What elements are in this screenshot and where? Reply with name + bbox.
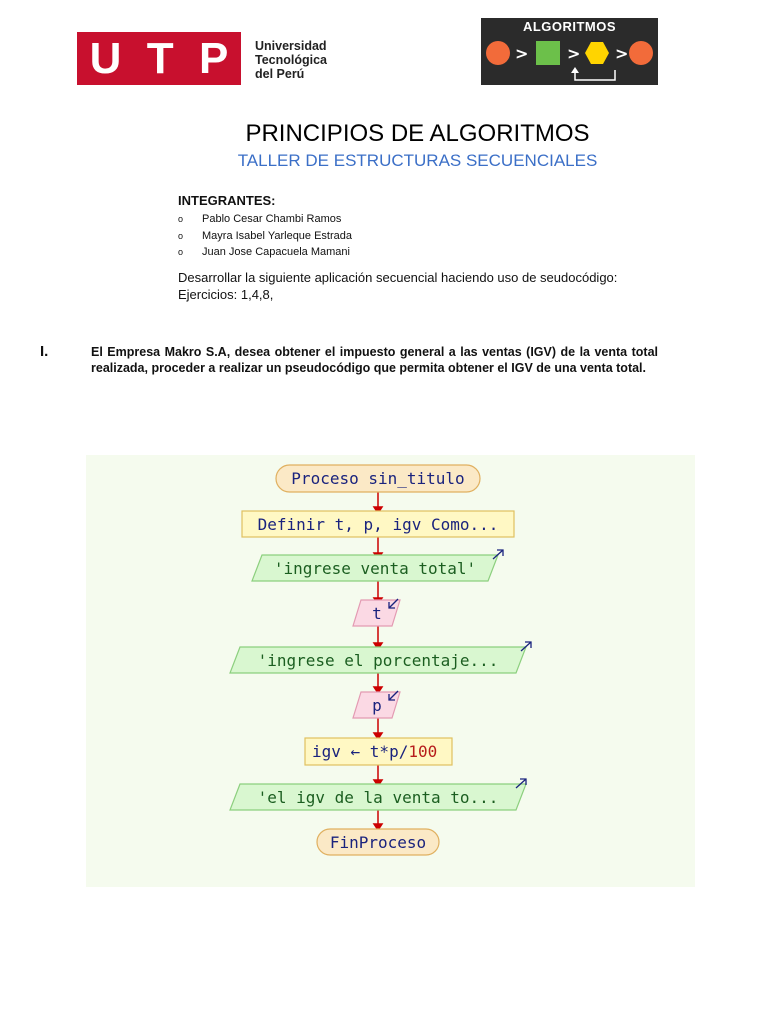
assignment-label xyxy=(312,742,437,761)
output-3-label: 'el igv de la venta to... xyxy=(257,788,499,807)
svg-text:>: > xyxy=(515,44,529,63)
problem-number: I. xyxy=(40,343,49,360)
member-item xyxy=(178,228,352,245)
bullet-icon: o xyxy=(178,214,184,224)
define-label: Definir t, p, igv Como... xyxy=(257,515,499,534)
bullet-icon: o xyxy=(178,247,184,257)
university-line-3: del Perú xyxy=(255,67,305,81)
member-name: Juan Jose Capacuela Mamani xyxy=(202,246,350,258)
university-name xyxy=(255,39,327,81)
description-line-2: Ejercicios: 1,4,8, xyxy=(178,287,274,302)
svg-text:>: > xyxy=(567,44,581,63)
flowchart-area xyxy=(86,455,695,887)
member-name: Mayra Isabel Yarleque Estrada xyxy=(202,229,353,242)
svg-text:>: > xyxy=(615,44,629,63)
input-1-label: t xyxy=(372,604,382,623)
algorithms-banner-title: ALGORITMOS xyxy=(522,19,617,34)
flowchart xyxy=(86,455,695,887)
input-2-label: p xyxy=(372,696,382,715)
utp-letter-p: P xyxy=(198,33,229,83)
start-label: Proceso sin_titulo xyxy=(291,469,465,488)
end-label: FinProceso xyxy=(329,833,427,852)
member-item xyxy=(178,211,352,228)
utp-letter-u: U xyxy=(89,33,122,83)
members-heading: INTEGRANTES: xyxy=(178,193,276,208)
output-1-label: 'ingrese venta total' xyxy=(273,559,477,578)
problem-statement: El Empresa Makro S.A, desea obtener el impuesto general a las ventas (IGV) de la venta total realizada, proceder a realizar un pseudocódigo que permita obtener el IGV de una venta total. xyxy=(91,345,658,375)
bullet-icon: o xyxy=(178,230,184,241)
university-line-2: Tecnológica xyxy=(255,53,328,67)
utp-logo xyxy=(77,32,241,85)
members-list xyxy=(178,211,352,261)
output-2-label: 'ingrese el porcentaje... xyxy=(257,651,499,670)
assignment-number: 100 xyxy=(408,742,438,761)
algorithms-banner xyxy=(481,18,658,85)
page-title: PRINCIPIOS DE ALGORITMOS xyxy=(245,120,590,147)
assignment-expression: igv ← t*p/ xyxy=(312,742,409,761)
university-line-1: Universidad xyxy=(255,39,327,53)
description-line-1: Desarrollar la siguiente aplicación secuencial haciendo uso de seudocódigo: xyxy=(178,270,618,285)
member-item xyxy=(178,244,352,261)
description xyxy=(178,269,617,303)
algorithm-shapes-icon xyxy=(481,18,658,85)
member-name: Pablo Cesar Chambi Ramos xyxy=(202,213,342,225)
page-subtitle: TALLER DE ESTRUCTURAS SECUENCIALES xyxy=(237,151,598,170)
utp-letter-t: T xyxy=(146,33,174,83)
